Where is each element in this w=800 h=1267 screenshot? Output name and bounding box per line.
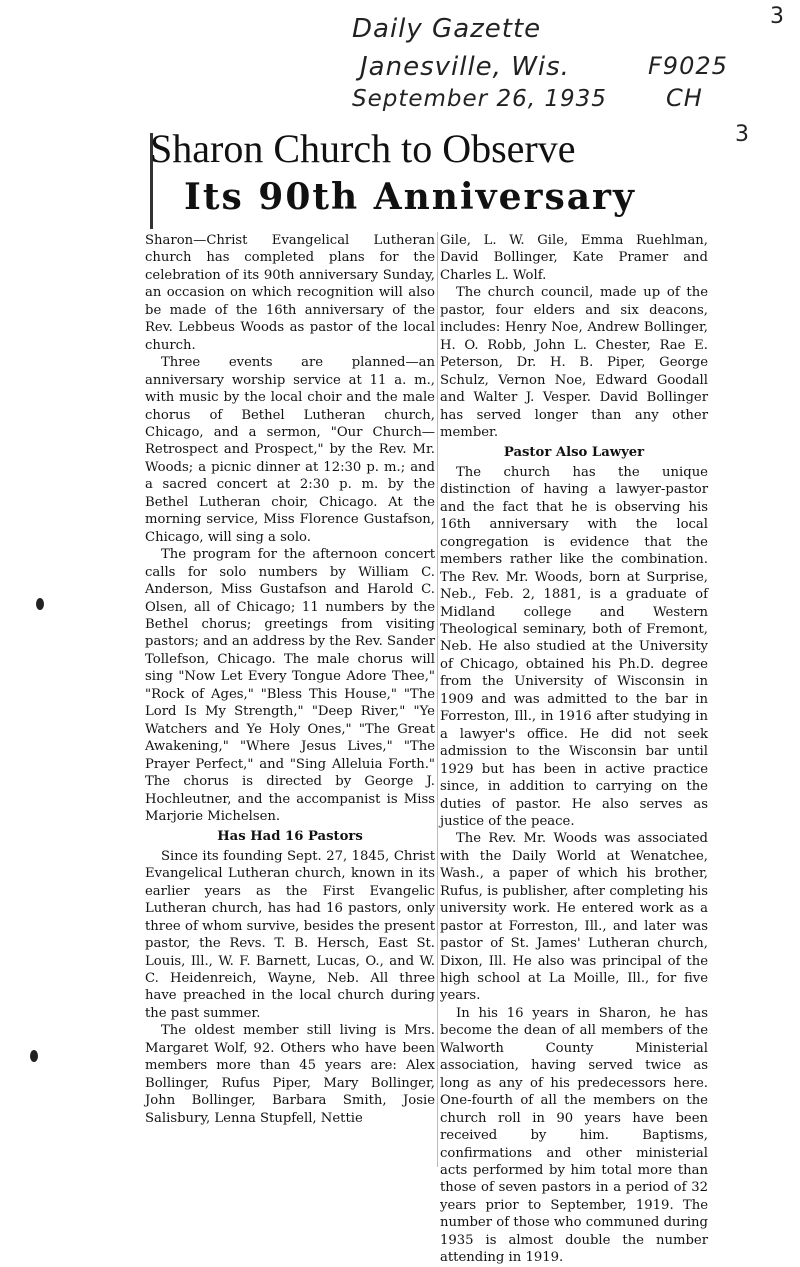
article-column-2 — [440, 232, 708, 1267]
paragraph: The church council, made up of the pastor, four elders and six deacons, includes: Henry Noe, Andrew Bollinger, H. O. Robb, John L. Chester, Rae E. Peterson, Dr. H. B. Piper, George Schulz, Vernon Noe, Edward Goodall and Walter J. Vesper. David Bollinger has served longer than any other member. — [440, 285, 708, 440]
binder-hole-mark — [36, 598, 44, 610]
handwritten-publication: Daily Gazette — [352, 14, 542, 44]
paragraph: Gile, L. W. Gile, Emma Ruehlman, David Bollinger, Kate Pramer and Charles L. Wolf. — [440, 233, 708, 283]
paragraph: The oldest member still living is Mrs. Margaret Wolf, 92. Others who have been members more than 45 years are: Alex Bollinger, Rufus Piper, Mary Bollinger, John Bollinger, Barbara Smith, Josie Salisbury, Lenna Stupfell, Nettie — [145, 1023, 435, 1126]
handwritten-date: September 26, 1935 — [352, 86, 607, 112]
paragraph: Since its founding Sept. 27, 1845, Christ Evangelical Lutheran church, known in its earlier years as the First Evangelic Lutheran church, has had 16 pastors, only three of whom survive, besides the present pastor, the Revs. T. B. Hersch, East St. Louis, Ill., W. F. Barnett, Lucas, O., and W. C. Heidenreich, Wayne, Neb. All three have preached in the local church during the past summer. — [145, 848, 435, 1021]
paragraph: Three events are planned—an anniversary worship service at 11 a. m., with music by the local choir and the male chorus of Bethel Lutheran church, Chicago, and a sermon, "Our Church—Retrospect and Prospect," by the Rev. Mr. Woods; a picnic dinner at 12:30 p. m.; and a sacred concert at 2:30 p. m. by the Bethel Lutheran choir, Chicago. At the morning service, Miss Florence Gustafson, Chicago, will sing a solo. — [145, 355, 435, 545]
handwritten-code-2: CH — [666, 84, 703, 112]
margin-mark: 3 — [735, 122, 749, 147]
paragraph: The Rev. Mr. Woods was associated with the Daily World at Wenatchee, Wash., a paper of which his brother, Rufus, is publisher, after completing his university work. He entered work as a pastor at Forreston, Ill., and later was pastor of St. James' Lutheran church, Dixon, Ill. He also was principal of the high school at La Moille, Ill., for five years. — [440, 831, 708, 1004]
subheading: Has Had 16 Pastors — [217, 829, 363, 845]
headline-line-2: Its 90th Anniversary — [184, 176, 636, 218]
headline — [150, 125, 710, 221]
article-column-1 — [145, 232, 435, 1127]
handwritten-code: F9025 — [648, 52, 728, 80]
paragraph: The program for the afternoon concert calls for solo numbers by William C. Anderson, Miss Gustafson and Harold C. Olsen, all of Chicago; 11 numbers by the Bethel chorus; greetings from visiting pastors; and an address by the Rev. Sander Tollefson, Chicago. The male chorus will sing "Now Let Every Tongue Adore Thee," "Rock of Ages," "Bless This House," "The Lord Is My Strength," "Deep River," "Ye Watchers and Ye Holy Ones," "The Great Awakening," "Where Jesus Lives," "The Prayer Perfect," and "Sing Alleluia Forth." The chorus is directed by George J. Hochleutner, and the accompanist is Miss Marjorie Michelsen. — [145, 547, 435, 824]
handwritten-place: Janesville, Wis. — [360, 52, 570, 82]
paragraph: In his 16 years in Sharon, he has become the dean of all members of the Walworth County Ministerial association, having served twice as long as any of his predecessors here. One-fourth of all the members on the church roll in 90 years have been received by him. Baptisms, confirmations and other ministerial acts performed by him total more than those of seven pastors in a period of 32 years prior to September, 1919. The number of those who communed during 1935 is almost double the number attending in 1919. — [440, 1005, 708, 1266]
binder-hole-mark — [30, 1050, 38, 1062]
headline-line-1: Sharon Church to Observe — [150, 126, 576, 171]
column-divider — [437, 232, 438, 1167]
subheading: Pastor Also Lawyer — [503, 445, 645, 461]
paragraph: The church has the unique distinction of having a lawyer-pastor and the fact that he is observing his 16th anniversary with the local congregation is evidence that the members rather like the combination. The Rev. Mr. Woods, born at Surprise, Neb., Feb. 2, 1881, is a graduate of Midland college and Western Theological seminary, both of Fremont, Neb. He also studied at the University of Chicago, obtained his Ph.D. degree from the University of Wisconsin in 1909 and was admitted to the bar in Forreston, Ill., in 1916 after studying in a lawyer's office. He did not seek admission to the Wisconsin bar until 1929 but has been in active practice since, in addition to carrying on the duties of pastor. He also serves as justice of the peace. — [440, 464, 708, 829]
paragraph: Sharon—Christ Evangelical Lutheran church has completed plans for the celebration of its 90th anniversary Sunday, an occasion on which recognition will also be made of the 16th anniversary of the Rev. Lebbeus Woods as pastor of the local church. — [145, 233, 435, 353]
page-number: 3 — [770, 4, 784, 29]
